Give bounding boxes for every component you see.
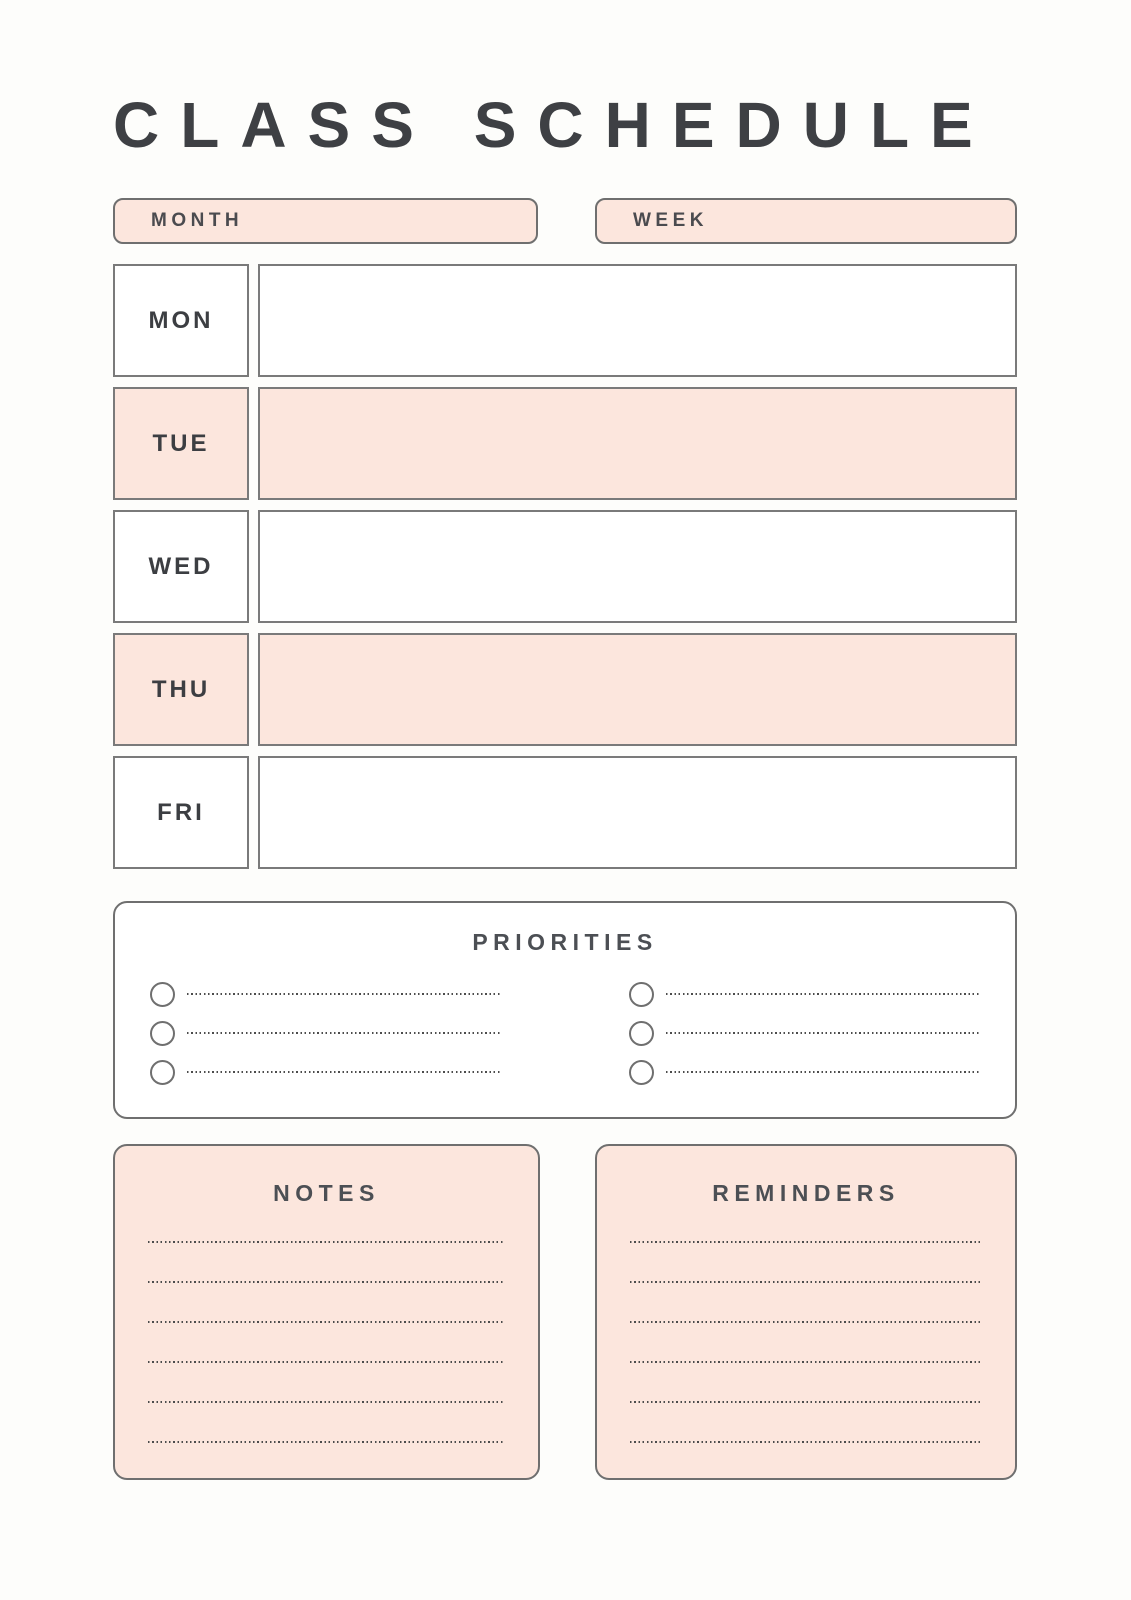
priority-fill-line[interactable] xyxy=(187,1032,501,1034)
reminders-fill-line[interactable] xyxy=(630,1441,982,1443)
priority-fill-line[interactable] xyxy=(187,993,501,995)
page-title: CLASS SCHEDULE xyxy=(113,89,994,161)
priorities-box xyxy=(113,901,1017,1119)
day-label-cell-fri xyxy=(113,756,249,869)
priority-fill-line[interactable] xyxy=(187,1071,501,1073)
circle-bullet-icon[interactable] xyxy=(629,1060,654,1085)
priority-fill-line[interactable] xyxy=(666,1032,980,1034)
priority-item-5[interactable] xyxy=(629,1020,980,1046)
notes-lines xyxy=(148,1241,505,1443)
priorities-title: PRIORITIES xyxy=(472,929,658,956)
priority-fill-line[interactable] xyxy=(666,1071,980,1073)
reminders-title: REMINDERS xyxy=(712,1180,900,1207)
day-entry-cell-wed[interactable] xyxy=(258,510,1017,623)
priority-fill-line[interactable] xyxy=(666,993,980,995)
notes-fill-line[interactable] xyxy=(148,1321,505,1323)
day-entry-cell-tue[interactable] xyxy=(258,387,1017,500)
notes-fill-line[interactable] xyxy=(148,1401,505,1403)
notes-fill-line[interactable] xyxy=(148,1441,505,1443)
notes-fill-line[interactable] xyxy=(148,1281,505,1283)
reminders-lines xyxy=(630,1241,982,1443)
day-entry-cell-thu[interactable] xyxy=(258,633,1017,746)
reminders-fill-line[interactable] xyxy=(630,1281,982,1283)
notes-reminders-row xyxy=(113,1144,1017,1480)
schedule-row-tue xyxy=(113,387,1017,500)
circle-bullet-icon[interactable] xyxy=(150,1060,175,1085)
week-label: WEEK xyxy=(633,210,708,232)
reminders-fill-line[interactable] xyxy=(630,1401,982,1403)
priorities-list xyxy=(115,981,1015,1085)
notes-fill-line[interactable] xyxy=(148,1241,505,1243)
reminders-fill-line[interactable] xyxy=(630,1241,982,1243)
circle-bullet-icon[interactable] xyxy=(629,1021,654,1046)
day-label-cell-thu xyxy=(113,633,249,746)
circle-bullet-icon[interactable] xyxy=(150,982,175,1007)
day-label-text: TUE xyxy=(152,429,210,457)
schedule-row-wed xyxy=(113,510,1017,623)
day-entry-cell-mon[interactable] xyxy=(258,264,1017,377)
day-label-cell-mon xyxy=(113,264,249,377)
notes-box xyxy=(113,1144,540,1480)
circle-bullet-icon[interactable] xyxy=(629,982,654,1007)
month-label: MONTH xyxy=(151,210,244,232)
reminders-fill-line[interactable] xyxy=(630,1361,982,1363)
week-field[interactable] xyxy=(595,198,1017,244)
month-field[interactable] xyxy=(113,198,538,244)
day-entry-cell-fri[interactable] xyxy=(258,756,1017,869)
day-label-text: MON xyxy=(148,306,214,334)
priority-item-6[interactable] xyxy=(629,1059,980,1085)
planner-content xyxy=(113,89,1017,1480)
priority-item-4[interactable] xyxy=(629,981,980,1007)
day-label-text: WED xyxy=(148,552,214,580)
period-fields xyxy=(113,198,1017,244)
day-label-text: FRI xyxy=(157,798,205,826)
reminders-box xyxy=(595,1144,1017,1480)
schedule-row-mon xyxy=(113,264,1017,377)
day-label-text: THU xyxy=(151,675,211,703)
reminders-fill-line[interactable] xyxy=(630,1321,982,1323)
priority-item-3[interactable] xyxy=(150,1059,501,1085)
schedule-table xyxy=(113,264,1017,869)
day-label-cell-wed xyxy=(113,510,249,623)
priority-item-1[interactable] xyxy=(150,981,501,1007)
schedule-row-thu xyxy=(113,633,1017,746)
notes-fill-line[interactable] xyxy=(148,1361,505,1363)
day-label-cell-tue xyxy=(113,387,249,500)
priority-item-2[interactable] xyxy=(150,1020,501,1046)
schedule-row-fri xyxy=(113,756,1017,869)
circle-bullet-icon[interactable] xyxy=(150,1021,175,1046)
notes-title: NOTES xyxy=(273,1180,380,1207)
